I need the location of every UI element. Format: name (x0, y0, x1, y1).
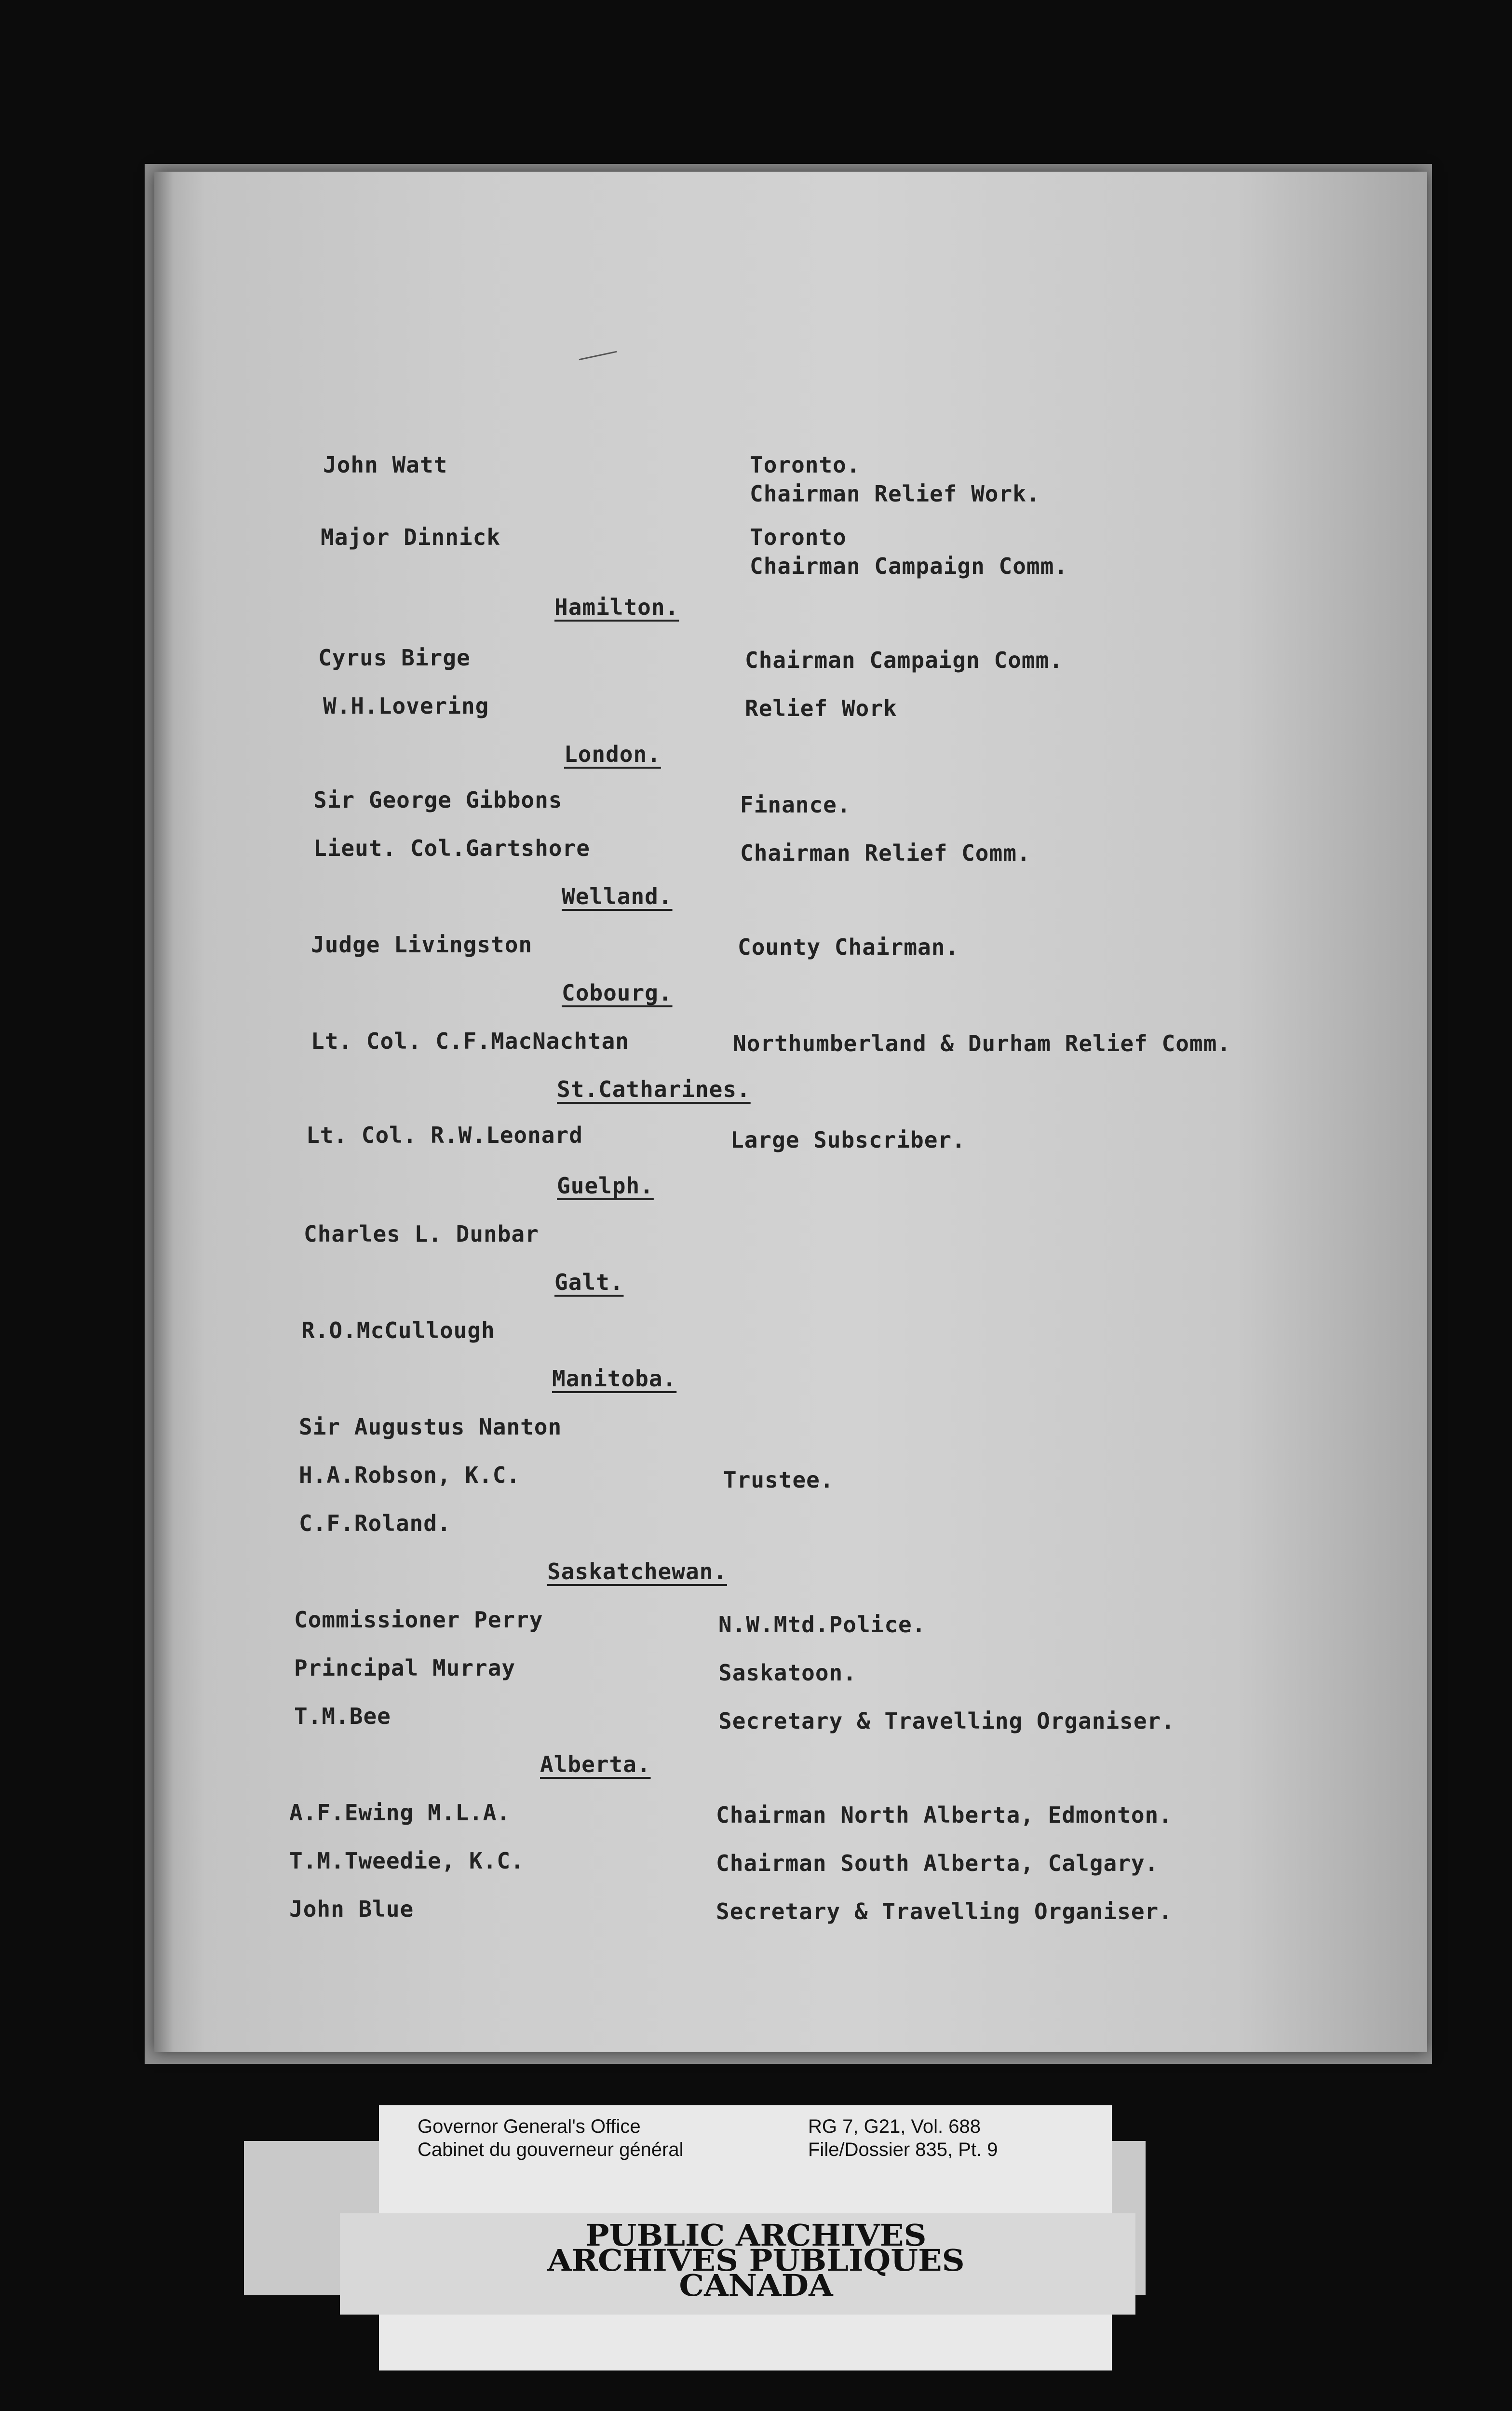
entry-role: Relief Work (745, 695, 897, 721)
section-heading: Galt. (554, 1269, 624, 1295)
entry-role: Toronto. (750, 452, 861, 478)
entry-role: Toronto (750, 524, 847, 550)
section-heading: Alberta. (540, 1751, 651, 1777)
entry-role: Secretary & Travelling Organiser. (716, 1898, 1173, 1924)
entry-name: Major Dinnick (321, 524, 501, 550)
entry-name: Lieut. Col.Gartshore (313, 835, 590, 861)
entry-name: John Watt (323, 452, 448, 478)
entry-name: Cyrus Birge (318, 645, 471, 671)
entry-name: Judge Livingston (311, 932, 533, 958)
section-heading: Welland. (562, 883, 673, 909)
stamp-line-2: ARCHIVES PUBLIQUES (547, 2243, 965, 2278)
stamp-line-1: PUBLIC ARCHIVES (585, 2218, 927, 2253)
entry-role: Trustee. (723, 1467, 834, 1493)
entry-role-line2: Chairman Relief Work. (750, 481, 1040, 507)
section-heading: London. (564, 741, 661, 767)
record-group-reference: RG 7, G21, Vol. 688 (808, 2116, 981, 2137)
entry-name: Lt. Col. R.W.Leonard (306, 1122, 583, 1148)
entry-name: T.M.Tweedie, K.C. (289, 1848, 525, 1874)
stamp-line-3: CANADA (679, 2268, 833, 2303)
entry-role: Chairman Relief Comm. (740, 840, 1031, 866)
entry-role: Saskatoon. (718, 1660, 857, 1686)
file-reference: File/Dossier 835, Pt. 9 (808, 2139, 998, 2160)
entry-role: Northumberland & Durham Relief Comm. (733, 1030, 1231, 1057)
entry-name: Sir Augustus Nanton (299, 1414, 562, 1440)
entry-role: Secretary & Travelling Organiser. (718, 1708, 1175, 1734)
section-heading: Cobourg. (562, 980, 673, 1006)
typed-sheet (154, 172, 1427, 2052)
entry-role-line2: Chairman Campaign Comm. (750, 553, 1068, 579)
entry-role: N.W.Mtd.Police. (718, 1612, 926, 1638)
entry-name: Lt. Col. C.F.MacNachtan (311, 1028, 629, 1054)
entry-name: Charles L. Dunbar (304, 1221, 539, 1247)
section-heading: Saskatchewan. (547, 1558, 728, 1585)
section-heading: Manitoba. (552, 1366, 677, 1392)
entry-name: T.M.Bee (294, 1703, 391, 1729)
entry-role: Finance. (740, 792, 851, 818)
entry-name: A.F.Ewing M.L.A. (289, 1800, 511, 1826)
entry-name: W.H.Lovering (323, 693, 489, 719)
entry-name: C.F.Roland. (299, 1510, 451, 1536)
entry-name: H.A.Robson, K.C. (299, 1462, 521, 1488)
entry-role: Large Subscriber. (730, 1127, 966, 1153)
document-body (154, 172, 1427, 2052)
public-archives-stamp (0, 2218, 1512, 2303)
entry-role: County Chairman. (738, 934, 959, 960)
entry-name: R.O.McCullough (301, 1317, 495, 1343)
section-heading: St.Catharines. (557, 1076, 751, 1102)
entry-name: John Blue (289, 1896, 414, 1922)
entry-name: Commissioner Perry (294, 1607, 543, 1633)
office-name-fr: Cabinet du gouverneur général (418, 2139, 684, 2160)
entry-role: Chairman North Alberta, Edmonton. (716, 1802, 1173, 1828)
office-name-en: Governor General's Office (418, 2116, 641, 2137)
entry-name: Sir George Gibbons (313, 787, 563, 813)
entry-role: Chairman South Alberta, Calgary. (716, 1850, 1159, 1876)
entry-name: Principal Murray (294, 1655, 516, 1681)
entry-role: Chairman Campaign Comm. (745, 647, 1063, 673)
section-heading: Guelph. (557, 1173, 654, 1199)
section-heading: Hamilton. (554, 594, 679, 620)
